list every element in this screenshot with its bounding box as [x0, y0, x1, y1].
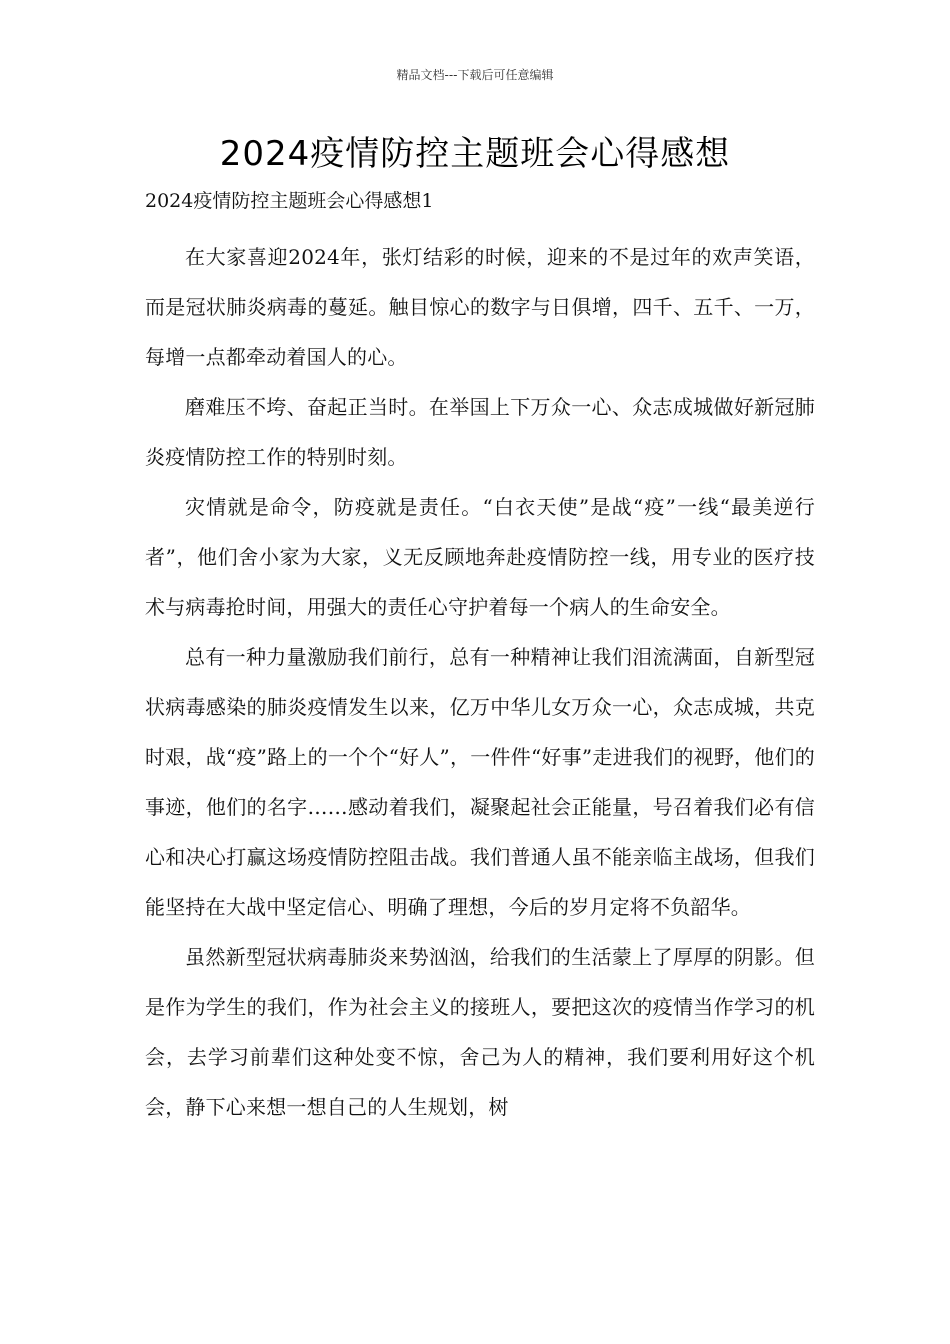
paragraph-1: 在大家喜迎2024年，张灯结彩的时候，迎来的不是过年的欢声笑语，而是冠状肺炎病毒的蔓延。触目惊心的数字与日俱增，四千、五千、一万，每增一点都牵动着国人的心。 — [145, 245, 815, 369]
paragraph-4: 总有一种力量激励我们前行，总有一种精神让我们泪流满面，自新型冠状病毒感染的肺炎疫情发生以来，亿万中华儿女万众一心，众志成城，共克时艰，战“疫”路上的一个个“好人”，一件件“好事”走进我们的视野，他们的事迹，他们的名字……感动着我们，凝聚起社会正能量，号召着我们必有信心和决心打赢这场疫情防控阻击战。我们普通人虽不能亲临主战场，但我们能坚持在大战中坚定信心、明确了理想，今后的岁月定将不负韶华。 — [145, 645, 815, 919]
document-title: 2024疫情防控主题班会心得感想 — [219, 134, 731, 174]
paragraph-3: 灾情就是命令，防疫就是责任。“白衣天使”是战“疫”一线“最美逆行者”，他们舍小家为大家，义无反顾地奔赴疫情防控一线，用专业的医疗技术与病毒抢时间，用强大的责任心守护着每一个病人的生命安全。 — [145, 495, 815, 619]
paragraph-2: 磨难压不垮、奋起正当时。在举国上下万众一心、众志成城做好新冠肺炎疫情防控工作的特别时刻。 — [145, 395, 815, 469]
paragraph-5: 虽然新型冠状病毒肺炎来势汹汹，给我们的生活蒙上了厚厚的阴影。但是作为学生的我们，作为社会主义的接班人，要把这次的疫情当作学习的机会，去学习前辈们这种处变不惊，舍己为人的精神，我们要利用好这个机会，静下心来想一想自己的人生规划，树 — [145, 945, 815, 1119]
section-subtitle: 2024疫情防控主题班会心得感想1 — [145, 190, 434, 212]
document-body — [145, 232, 815, 1132]
header-note: 精品文档---下载后可任意编辑 — [396, 68, 554, 82]
